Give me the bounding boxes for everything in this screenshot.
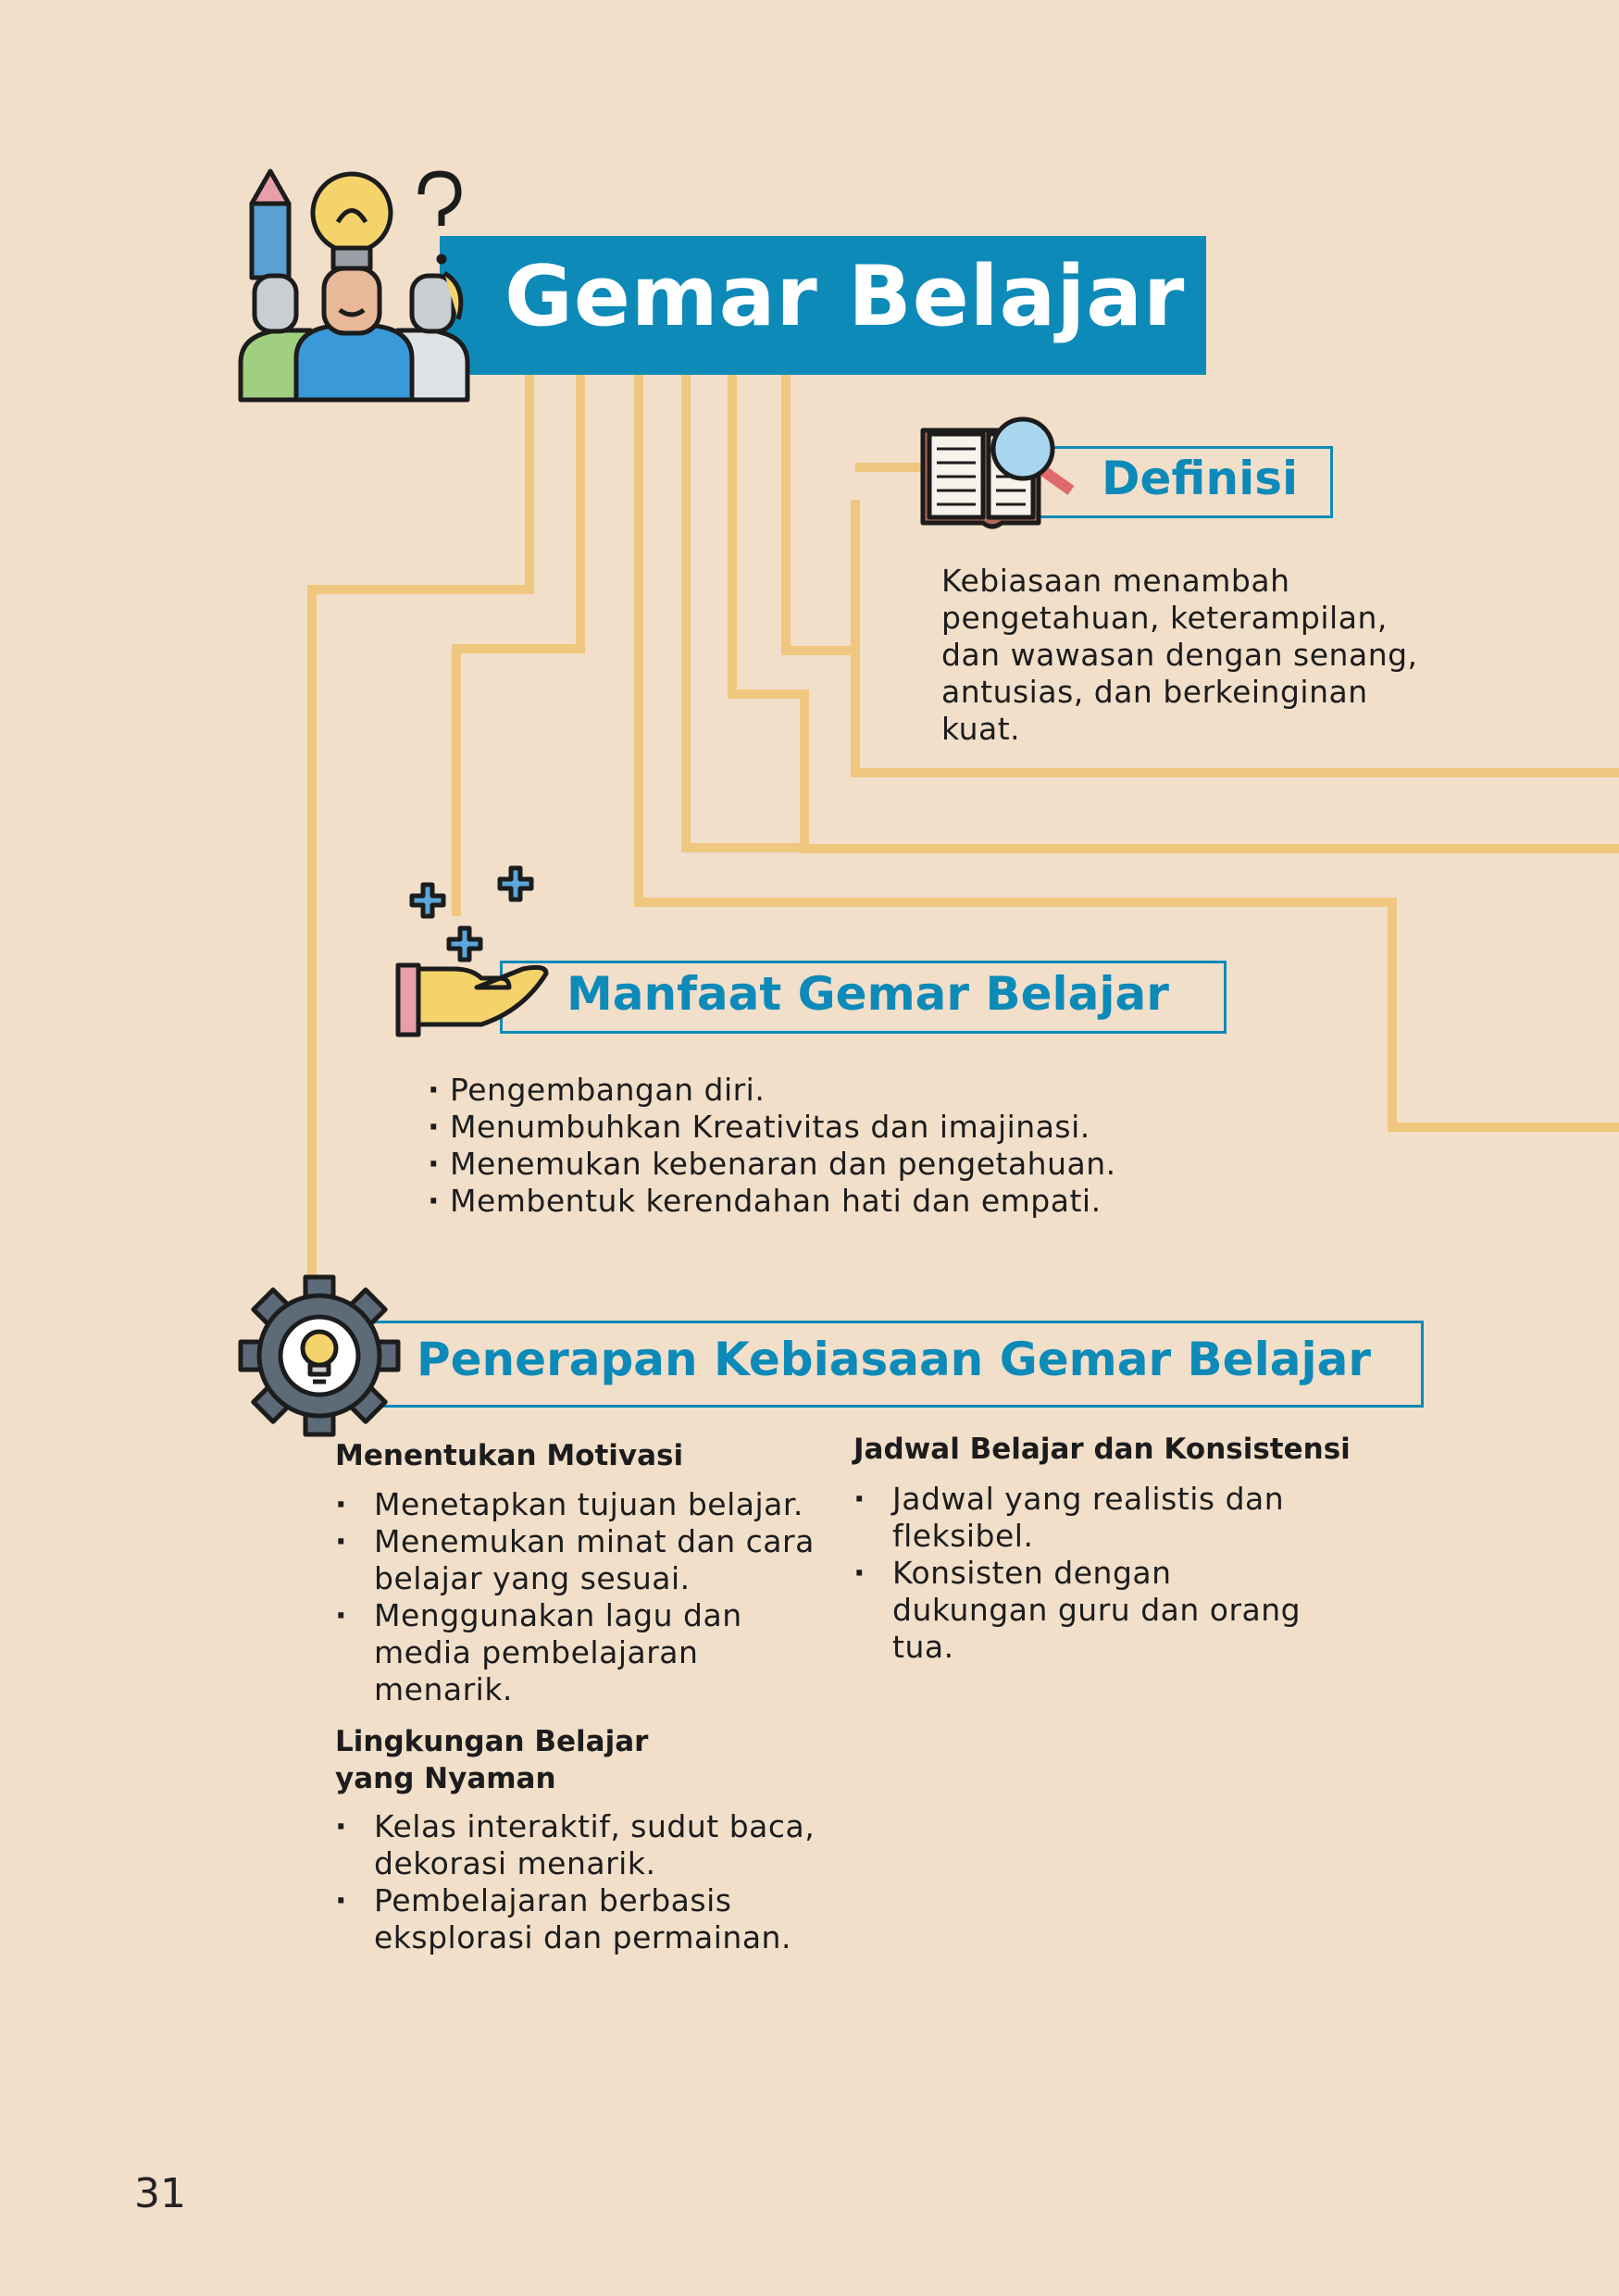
list-item: · Pembelajaran berbasis eksplorasi dan permainan.: [335, 1882, 816, 1956]
gear-lightbulb-icon: [236, 1272, 403, 1439]
book-search-icon: [918, 412, 1080, 532]
list-item: · Menumbuhkan Kreativitas dan imajinasi.: [428, 1109, 1168, 1146]
manfaat-heading: Manfaat Gemar Belajar: [567, 967, 1169, 1021]
definisi-heading: Definisi: [1102, 452, 1299, 505]
list-item: · Membentuk kerendahan hati dan empati.: [428, 1183, 1168, 1220]
lingkungan-title: Lingkungan Belajar yang Nyaman: [335, 1725, 649, 1795]
sparkle-hand-icon: [393, 865, 555, 1046]
list-item: · Menetapkan tujuan belajar.: [335, 1486, 816, 1523]
list-item: · Jadwal yang realistis dan fleksibel.: [853, 1481, 1335, 1555]
motivasi-title: Menentukan Motivasi: [335, 1439, 684, 1472]
jadwal-list: [853, 1481, 1335, 1666]
page-number: 31: [134, 2170, 186, 2217]
list-item: · Pengembangan diri.: [428, 1072, 1168, 1109]
list-item: · Menemukan kebenaran dan pengetahuan.: [428, 1146, 1168, 1183]
lingkungan-list: [335, 1808, 816, 1956]
list-item: · Menggunakan lagu dan media pembelajaran menarik.: [335, 1597, 816, 1708]
list-item: · Kelas interaktif, sudut baca, dekorasi menarik.: [335, 1808, 816, 1882]
jadwal-title: Jadwal Belajar dan Konsistensi: [853, 1433, 1351, 1466]
motivasi-list: [335, 1486, 816, 1708]
list-item: · Menemukan minat dan cara belajar yang sesuai.: [335, 1523, 816, 1597]
students-idea-icon: [236, 167, 472, 403]
definisi-text: Kebiasaan menambah pengetahuan, keterampilan, dan wawasan dengan senang, antusias, dan berkeinginan kuat.: [941, 563, 1418, 747]
penerapan-heading: Penerapan Kebiasaan Gemar Belajar: [417, 1333, 1371, 1386]
page-title: Gemar Belajar: [504, 248, 1186, 345]
manfaat-list: [428, 1072, 1168, 1220]
list-item: · Konsisten dengan dukungan guru dan orang tua.: [853, 1555, 1335, 1666]
